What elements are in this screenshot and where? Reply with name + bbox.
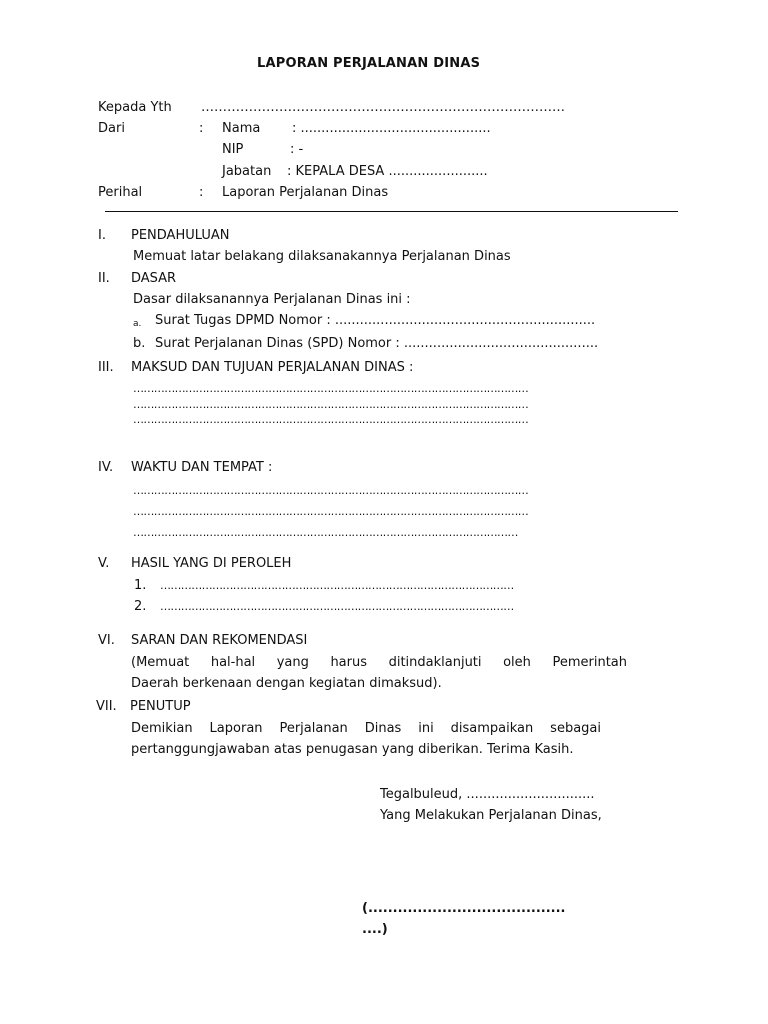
header-divider bbox=[105, 211, 678, 212]
nama-value: : .............................................. bbox=[292, 121, 491, 136]
perihal-value: Laporan Perjalanan Dinas bbox=[222, 185, 389, 200]
section-7-body-line-2: pertanggungjawaban atas penugasan yang diberikan. Terima Kasih. bbox=[131, 742, 574, 757]
jabatan-label: Jabatan bbox=[222, 164, 272, 179]
signature-name-line-1: (........................................ bbox=[362, 901, 566, 916]
signature-place-date: Tegalbuleud, ............................... bbox=[380, 787, 595, 802]
section-4-line: …………………………………………………………………………………………………… bbox=[133, 505, 529, 518]
section-6-number: VI. bbox=[98, 633, 115, 648]
section-6-body-line-2: Daerah berkenaan dengan kegiatan dimaksud). bbox=[131, 676, 442, 691]
section-7-heading: PENUTUP bbox=[130, 699, 191, 714]
section-2-item-a-marker: a. bbox=[133, 319, 142, 329]
section-7-body-line-1: Demikian Laporan Perjalanan Dinas ini disampaikan sebagai bbox=[131, 721, 601, 736]
section-5-number: V. bbox=[98, 556, 110, 571]
section-2-heading: DASAR bbox=[131, 271, 177, 286]
section-3-line: …………………………………………………………………………………………………… bbox=[133, 413, 529, 426]
section-2-body: Dasar dilaksanannya Perjalanan Dinas ini : bbox=[133, 292, 411, 307]
section-1-number: I. bbox=[98, 228, 106, 243]
section-3-line: …………………………………………………………………………………………………… bbox=[133, 382, 529, 395]
section-3-heading: MAKSUD DAN TUJUAN PERJALANAN DINAS : bbox=[131, 360, 414, 375]
section-6-body-line-1: (Memuat hal-hal yang harus ditindaklanjuti oleh Pemerintah bbox=[131, 655, 627, 670]
document-title: LAPORAN PERJALANAN DINAS bbox=[257, 56, 481, 71]
section-5-item-1-marker: 1. bbox=[134, 578, 147, 593]
perihal-label: Perihal bbox=[98, 185, 143, 200]
kepada-label: Kepada Yth bbox=[98, 100, 172, 115]
section-5-item-2: ………………………………………………………………………………………… bbox=[160, 600, 514, 613]
nip-value: : - bbox=[290, 142, 304, 157]
kepada-value: ………………………………………………………………………… bbox=[201, 100, 565, 115]
section-2-number: II. bbox=[98, 271, 110, 286]
section-5-heading: HASIL YANG DI PEROLEH bbox=[131, 556, 292, 571]
signature-name-line-2: ....) bbox=[362, 922, 388, 937]
section-1-heading: PENDAHULUAN bbox=[131, 228, 230, 243]
section-6-heading: SARAN DAN REKOMENDASI bbox=[131, 633, 308, 648]
section-5-item-1: ………………………………………………………………………………………… bbox=[160, 579, 514, 592]
signature-role: Yang Melakukan Perjalanan Dinas, bbox=[380, 808, 602, 823]
section-4-line: ………………………………………………………………………………………………… bbox=[133, 526, 518, 539]
dari-label: Dari bbox=[98, 121, 125, 136]
section-7-number: VII. bbox=[96, 699, 117, 714]
section-4-number: IV. bbox=[98, 460, 114, 475]
section-3-number: III. bbox=[98, 360, 114, 375]
section-4-line: …………………………………………………………………………………………………… bbox=[133, 484, 529, 497]
perihal-colon: : bbox=[199, 185, 204, 200]
section-2-item-b: Surat Perjalanan Dinas (SPD) Nomor : ............................................... bbox=[155, 336, 599, 351]
section-4-heading: WAKTU DAN TEMPAT : bbox=[131, 460, 273, 475]
nip-label: NIP bbox=[222, 142, 244, 157]
section-2-item-a: Surat Tugas DPMD Nomor : ............................................................... bbox=[155, 313, 596, 328]
section-2-item-b-marker: b. bbox=[133, 336, 146, 351]
section-1-body: Memuat latar belakang dilaksanakannya Perjalanan Dinas bbox=[133, 249, 511, 264]
jabatan-value: : KEPALA DESA ........................ bbox=[287, 164, 488, 179]
section-5-item-2-marker: 2. bbox=[134, 599, 147, 614]
dari-colon: : bbox=[199, 121, 204, 136]
section-3-line: …………………………………………………………………………………………………… bbox=[133, 398, 529, 411]
nama-label: Nama bbox=[222, 121, 261, 136]
